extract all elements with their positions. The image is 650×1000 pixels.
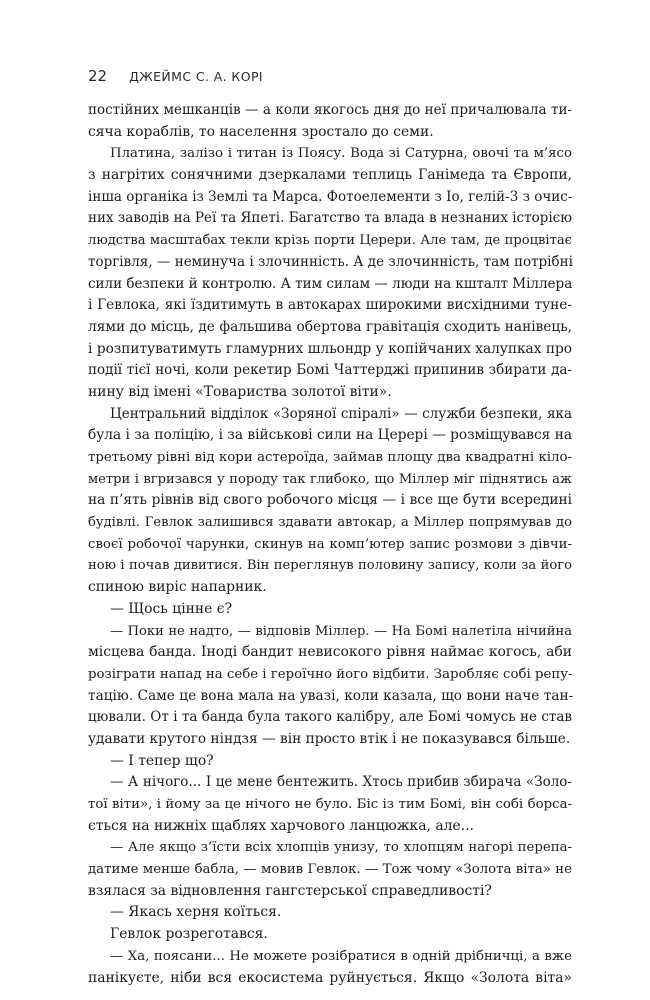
- text-line: удавати крутого ніндзя — він просто втік і не показувався більше.: [88, 730, 571, 747]
- text-line: датиме менше бабла, — мовив Гевлок. — Тож чому «Золота віта» не: [88, 862, 572, 878]
- text-line: — І тепер що?: [110, 752, 214, 769]
- text-line: торгівля, — неминуча і злочинність. А де злочинність, там потрібні: [88, 253, 573, 270]
- text-line: цювали. От і та банда була такого калібру, але Бомі чомусь не став: [88, 709, 572, 726]
- text-line: тацію. Саме це вона мала на увазі, коли казала, що вони наче тан-: [88, 687, 574, 704]
- text-line: — Але якщо з’їсти всіх хлопців унизу, то хлопцям нагорі перепа-: [110, 840, 572, 856]
- text-line: — Ха, поясани... Не можете розібратися в одній дрібничці, а вже: [110, 948, 572, 964]
- text-line: сяча кораблів, то населення зростало до семи.: [88, 123, 434, 140]
- text-line: розіграти напад на себе і героїчно його відбити. Заробляє собі репу-: [88, 666, 573, 682]
- text-line: них заводів на Реї та Япеті. Багатство та влада в незнаних історією: [88, 210, 572, 227]
- text-line: третьому рівні від кори астероїда, займав площу два квадратні кіло-: [88, 450, 572, 465]
- text-line: ною і почав дивитися. Він переглянув половину запису, коли за його: [88, 558, 572, 574]
- text-line: — А нічого... І це мене бентежить. Хтось прибив збирача «Золо-: [110, 774, 572, 791]
- text-line: і розпитуватимуть гламурних шльондр у копійчаних халупках про: [88, 340, 572, 357]
- text-line: лями до місць, де фальшива обертова гравітація сходить нанівець,: [88, 318, 572, 335]
- text-line: метри і вгризався у породу так глибоко, що Міллер міг піднятись аж: [88, 471, 572, 487]
- text-line: події тієї ночі, коли рекетир Бомі Чаттерджі припинив збирати да-: [88, 362, 572, 379]
- text-line: своєї робочої чарунки, скинув на комп’ютер запис розмови з дівчи-: [88, 536, 572, 552]
- text-line: взялася за відновлення гангстерської справедливості?: [88, 882, 492, 899]
- text-line: панікуєте, ніби вся екосистема руйнується. Якщо «Золота віта»: [88, 969, 572, 986]
- text-line: на п’ять рівнів від свого робочого місця — і все ще бути всередині: [88, 492, 572, 509]
- page-number: 22: [88, 67, 108, 85]
- text-line: ється на нижніх щаблях харчового ланцюжка, але...: [88, 817, 474, 834]
- body-text: [88, 100, 572, 989]
- text-line: будівлі. Гевлок залишився здавати автокар, а Міллер попрямував до: [88, 515, 572, 531]
- text-line: людства масштабах текли крізь порти Церери. Але там, де процвітає: [88, 233, 572, 249]
- text-line: нину від імені «Товариства золотої віти».: [88, 383, 392, 400]
- text-line: — Щось цінне є?: [110, 600, 233, 617]
- text-line: Гевлок розреготався.: [110, 926, 268, 943]
- running-head: [88, 67, 263, 86]
- text-line: сили безпеки й контролю. А тим силам — люди на кшталт Міллера: [88, 275, 573, 292]
- text-line: була і за поліцію, і за військові сили на Церері — розміщувався на: [88, 427, 572, 444]
- text-line: — Якась херня коїться.: [110, 904, 282, 921]
- text-line: місцева банда. Іноді бандит невисокого рівня наймає когось, аби: [88, 644, 572, 661]
- text-line: Платина, залізо і титан із Поясу. Вода зі Сатурна, овочі та м’ясо: [110, 146, 572, 162]
- text-line: — Поки не надто, — відповів Міллер. — На Бомі налетіла нічийна: [110, 623, 572, 639]
- text-line: тої віти», і йому за це нічого не було. Біс із тим Бомі, він собі борса-: [88, 797, 572, 812]
- text-line: з нагрітих сонячними дзеркалами теплиць Ганімеда та Європи,: [88, 167, 572, 184]
- running-head-author: ДЖЕЙМС С. А. КОРІ: [129, 69, 263, 84]
- text-line: Центральний відділок «Зоряної спіралі» — служби безпеки, яка: [110, 405, 572, 422]
- text-line: інша органіка із Землі та Марса. Фотоелементи з Іо, гелій-3 з очис-: [88, 188, 573, 205]
- text-line: спиною виріс напарник.: [88, 579, 267, 596]
- text-line: і Гевлока, які їздитимуть в автокарах широкими висхідними туне-: [88, 297, 572, 314]
- text-line: постійних мешканців — а коли якогось дня до неї причалювала ти-: [88, 102, 572, 118]
